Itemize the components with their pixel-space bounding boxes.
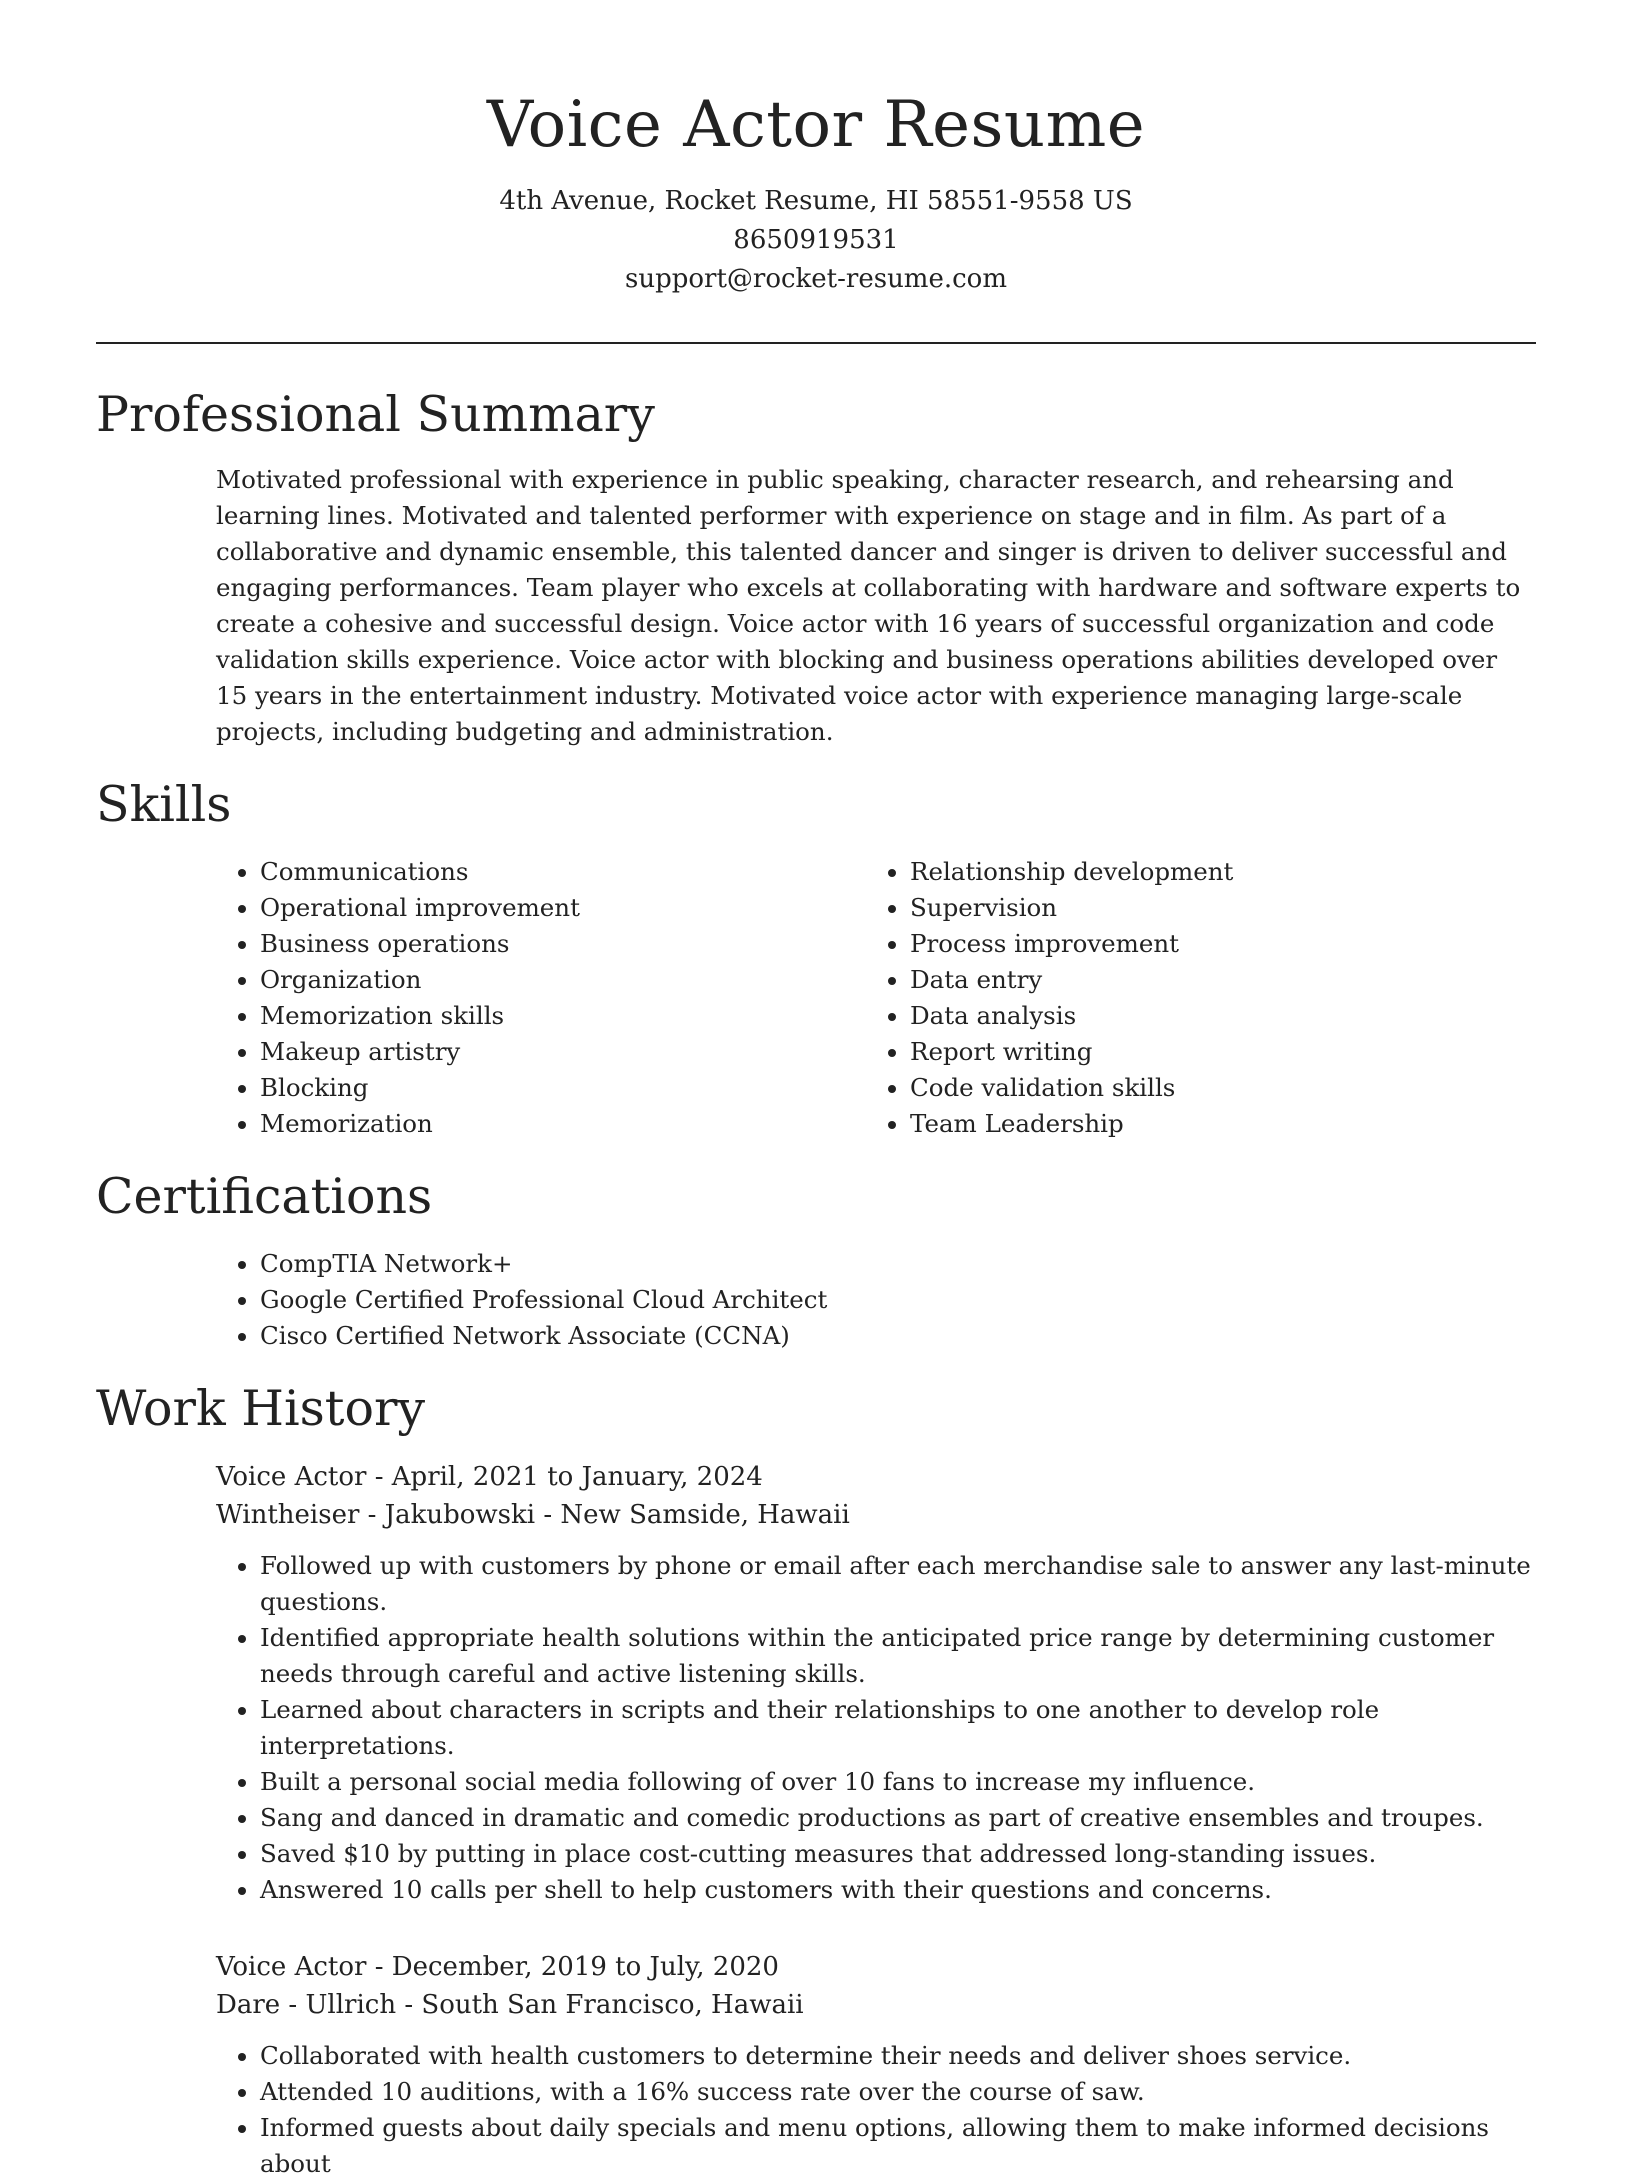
skills-column-left (216, 854, 866, 1142)
work-history-section (96, 1374, 1536, 2182)
job-role: Voice Actor (216, 1462, 367, 1492)
phone: 8650919531 (733, 225, 899, 255)
skill-item: • Report writing (910, 1034, 1516, 1070)
job-bullets (216, 1548, 1536, 1908)
skills-columns (216, 854, 1536, 1142)
job-bullet: • Built a personal social media following of over 10 fans to increase my influence. (260, 1764, 1536, 1800)
address: 4th Avenue, Rocket Resume, HI 58551-9558 US (499, 186, 1133, 216)
skill-item: • Code validation skills (910, 1070, 1516, 1106)
skills-heading: Skills (96, 776, 232, 833)
certifications-heading: Certifications (96, 1168, 433, 1225)
summary-section (96, 380, 1536, 750)
skill-item: • Supervision (910, 890, 1516, 926)
certifications-section (96, 1162, 1536, 1354)
job-role: Voice Actor (216, 1952, 367, 1982)
job-bullets (216, 2038, 1536, 2182)
job-entry (216, 1458, 1536, 1908)
certification-item: • Google Certified Professional Cloud Architect (260, 1282, 1536, 1318)
skill-item: • Memorization (260, 1106, 866, 1142)
job-bullet: • Saved $10 by putting in place cost-cutting measures that addressed long-standing issues. (260, 1836, 1536, 1872)
email: support@rocket-resume.com (624, 264, 1007, 294)
header-divider (96, 342, 1536, 344)
skill-item: • Blocking (260, 1070, 866, 1106)
skills-list-right (866, 854, 1516, 1142)
skill-item: • Data analysis (910, 998, 1516, 1034)
skill-item: • Process improvement (910, 926, 1516, 962)
skills-section (96, 770, 1536, 1142)
job-bullet: • Sang and danced in dramatic and comedic productions as part of creative ensembles and troupes. (260, 1800, 1536, 1836)
job-company: Wintheiser - Jakubowski (216, 1500, 536, 1530)
job-company-line (216, 1986, 1536, 2024)
skill-item: • Data entry (910, 962, 1516, 998)
skill-item: • Organization (260, 962, 866, 998)
job-title-line (216, 1458, 1536, 1496)
skill-item: • Team Leadership (910, 1106, 1516, 1142)
job-entry (216, 1948, 1536, 2182)
skills-column-right (866, 854, 1516, 1142)
job-title-line (216, 1948, 1536, 1986)
job-company: Dare - Ullrich (216, 1990, 397, 2020)
skills-list-left (216, 854, 866, 1142)
job-bullet: • Attended 10 auditions, with a 16% success rate over the course of saw. (260, 2074, 1536, 2110)
contact-info (96, 182, 1536, 299)
job-bullet: • Informed guests about daily specials and menu options, allowing them to make informed decisions about (260, 2110, 1536, 2182)
certifications-wrap (216, 1246, 1536, 1354)
certification-item: • CompTIA Network+ (260, 1246, 1536, 1282)
job-bullet: • Identified appropriate health solutions within the anticipated price range by determining customer needs through careful and active listening skills. (260, 1620, 1536, 1692)
job-company-line (216, 1496, 1536, 1534)
resume-body (96, 380, 1536, 2182)
job-location: - New Samside, Hawaii (535, 1500, 850, 1530)
job-location: - South San Francisco, Hawaii (396, 1990, 804, 2020)
skill-item: • Business operations (260, 926, 866, 962)
skill-item: • Makeup artistry (260, 1034, 866, 1070)
skill-item: • Relationship development (910, 854, 1516, 890)
job-bullet: • Collaborated with health customers to determine their needs and deliver shoes service. (260, 2038, 1536, 2074)
resume-title: Voice Actor Resume (486, 88, 1146, 162)
work-history-heading: Work History (96, 1380, 426, 1437)
job-bullet: • Learned about characters in scripts and their relationships to one another to develop role interpretations. (260, 1692, 1536, 1764)
resume-header (96, 80, 1536, 299)
job-bullet: • Answered 10 calls per shell to help customers with their questions and concerns. (260, 1872, 1536, 1908)
certification-item: • Cisco Certified Network Associate (CCNA) (260, 1318, 1536, 1354)
job-dates: - April, 2021 to January, 2024 (366, 1462, 763, 1492)
job-bullet: • Followed up with customers by phone or email after each merchandise sale to answer any last-minute questions. (260, 1548, 1536, 1620)
skill-item: • Communications (260, 854, 866, 890)
summary-heading: Professional Summary (96, 386, 655, 443)
certifications-list (216, 1246, 1536, 1354)
skill-item: • Operational improvement (260, 890, 866, 926)
skill-item: • Memorization skills (260, 998, 866, 1034)
summary-text: Motivated professional with experience in public speaking, character research, and rehearsing and learning lines. Motivated and talented performer with experience on stage and in film. As part of a collaborative and dynamic ensemble, this talented dancer and singer is driven to deliver successful and engaging performances. Team player who excels at collaborating with hardware and software experts to create a cohesive and successful design. Voice actor with 16 years of successful organization and code validation skills experience. Voice actor with blocking and business operations abilities developed over 15 years in the entertainment industry. Motivated voice actor with experience managing large-scale projects, including budgeting and administration. (216, 465, 1521, 746)
job-dates: - December, 2019 to July, 2020 (366, 1952, 779, 1982)
